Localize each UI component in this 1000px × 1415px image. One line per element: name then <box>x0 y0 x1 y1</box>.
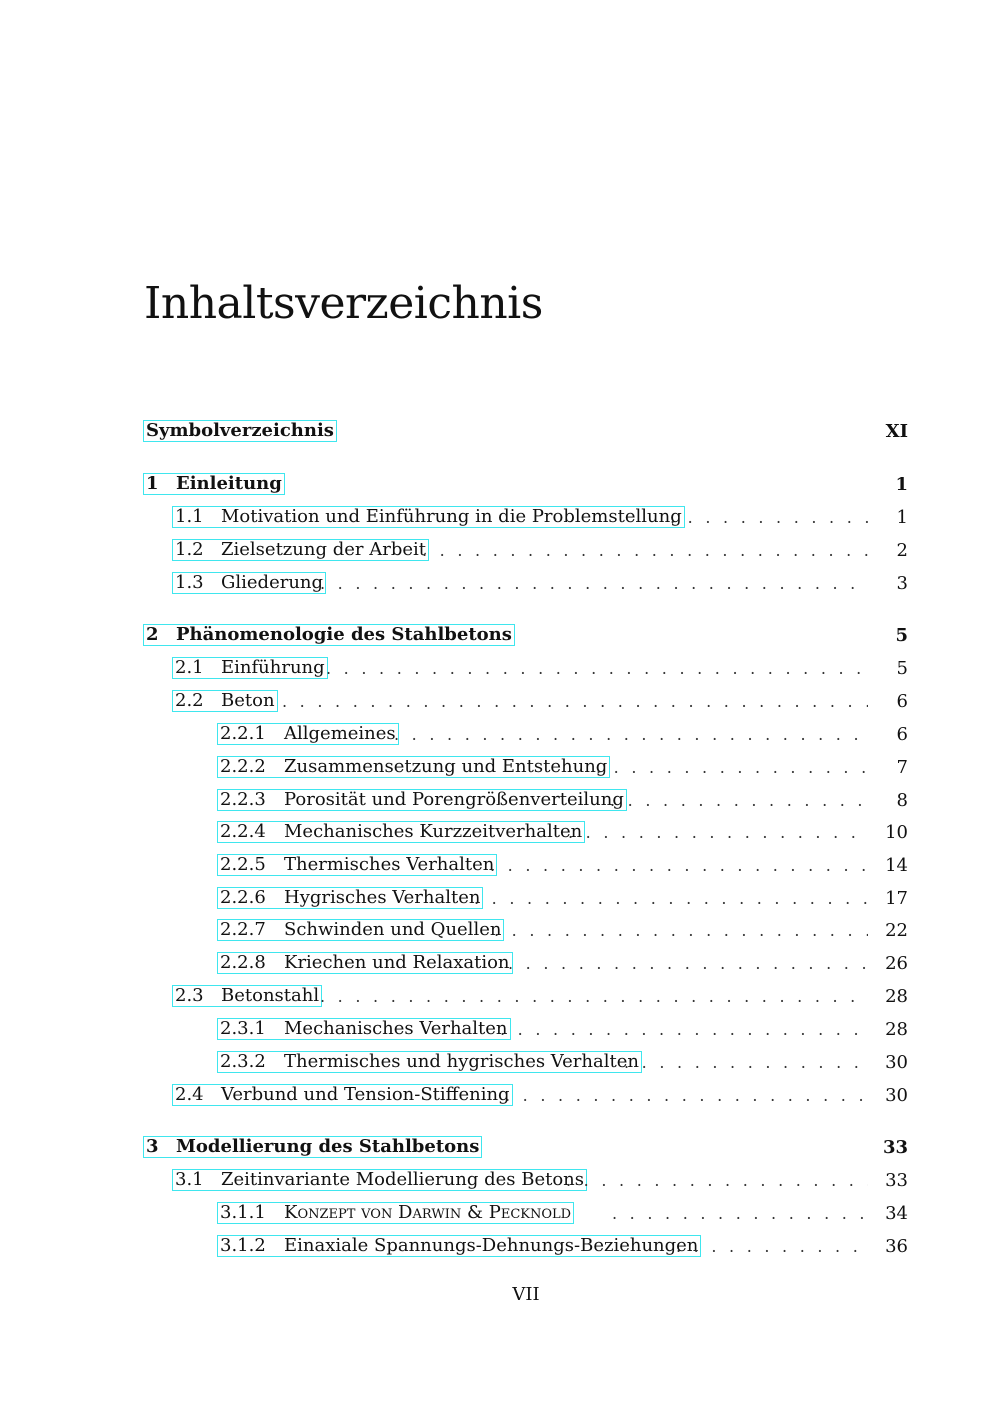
toc-entry-number: 2.1 <box>175 657 204 678</box>
toc-entry-title: Allgemeines <box>284 723 396 744</box>
toc-entry-number: 2.2.2 <box>220 756 266 777</box>
toc-entry-2-2-6 <box>0 884 1000 914</box>
toc-page-number: 28 <box>885 986 908 1007</box>
toc-entry-title: Zielsetzung der Arbeit <box>221 539 426 560</box>
toc-entry-number: 2.2.6 <box>220 887 266 908</box>
toc-entry-2-2 <box>0 687 1000 717</box>
toc-entry-number: 3.1.2 <box>220 1235 266 1256</box>
dot-leader <box>490 851 868 881</box>
page-footer-number: VII <box>512 1284 540 1305</box>
toc-entry-2-2-4 <box>0 818 1000 848</box>
toc-entry-title: Konzept von Darwin & Pecknold <box>284 1202 572 1223</box>
toc-entry-title: Thermisches Verhalten <box>284 854 495 875</box>
toc-entry-title: Einaxiale Spannungs-Dehnungs-Beziehungen <box>284 1235 699 1256</box>
toc-entry-number: 2.2 <box>175 690 204 711</box>
toc-entry-chapter-2 <box>0 621 1000 651</box>
toc-entry-3-1 <box>0 1166 1000 1196</box>
toc-page-number: 7 <box>896 757 908 778</box>
toc-entry-number: 2.4 <box>175 1084 204 1105</box>
toc-entry-2-3-1 <box>0 1015 1000 1045</box>
dot-leader <box>320 982 868 1012</box>
dot-leader <box>422 536 868 566</box>
toc-entry-title: Mechanisches Kurzzeitverhalten <box>284 821 583 842</box>
toc-link-1-3[interactable] <box>172 572 326 594</box>
toc-link-3-1[interactable] <box>172 1169 587 1191</box>
dot-leader <box>610 786 868 816</box>
toc-page-number: 14 <box>885 855 908 876</box>
toc-entry-number: 2.2.5 <box>220 854 266 875</box>
dot-leader <box>624 1048 868 1078</box>
toc-entry-title: Phänomenologie des Stahlbetons <box>176 624 512 645</box>
toc-entry-3-1-1 <box>0 1199 1000 1229</box>
toc-link-2-2-8[interactable] <box>217 952 513 974</box>
dot-leader <box>566 1166 868 1196</box>
toc-entry-number: 2.2.4 <box>220 821 266 842</box>
toc-page-number: 1 <box>895 474 908 495</box>
toc-link-2-2-7[interactable] <box>217 919 504 941</box>
toc-entry-2-2-7 <box>0 916 1000 946</box>
toc-page-number: 1 <box>896 507 908 528</box>
toc-link-2-2-5[interactable] <box>217 854 497 876</box>
toc-link-2-1[interactable] <box>172 657 328 679</box>
toc-link-2-2-1[interactable] <box>217 723 399 745</box>
toc-entry-number: 2.3 <box>175 985 204 1006</box>
toc-page-number: 8 <box>896 790 908 811</box>
toc-entry-chapter-3 <box>0 1133 1000 1163</box>
toc-entry-2-2-3 <box>0 786 1000 816</box>
toc-entry-2-3-2 <box>0 1048 1000 1078</box>
toc-entry-number: 3.1.1 <box>220 1202 266 1223</box>
dot-leader <box>394 720 868 750</box>
dot-leader <box>676 1232 868 1262</box>
toc-entry-2-3 <box>0 982 1000 1012</box>
toc-entry-title: Zeitinvariante Modellierung des Betons <box>221 1169 585 1190</box>
dot-leader <box>494 916 868 946</box>
toc-entry-symbolverzeichnis <box>0 417 1000 447</box>
dot-leader <box>474 884 868 914</box>
toc-page-number: 5 <box>896 658 908 679</box>
toc-entry-number: 2.2.7 <box>220 919 266 940</box>
toc-entry-number: 1.2 <box>175 539 204 560</box>
toc-entry-1-2 <box>0 536 1000 566</box>
toc-entry-3-1-2 <box>0 1232 1000 1262</box>
toc-entry-2-4 <box>0 1081 1000 1111</box>
toc-page-number: 2 <box>896 540 908 561</box>
toc-page-number: 34 <box>885 1203 908 1224</box>
dot-leader <box>282 687 868 717</box>
toc-link-chapter-3[interactable] <box>143 1136 482 1158</box>
dot-leader <box>505 1081 868 1111</box>
toc-entry-number: 2.3.2 <box>220 1051 266 1072</box>
toc-link-2-2-6[interactable] <box>217 887 483 909</box>
toc-page-number: 33 <box>882 1137 908 1158</box>
toc-link-1-2[interactable] <box>172 539 429 561</box>
dot-leader <box>320 569 868 599</box>
toc-entry-number: 2.3.1 <box>220 1018 266 1039</box>
toc-page-number: 30 <box>885 1052 908 1073</box>
toc-entry-title: Verbund und Tension-Stiffening <box>221 1084 510 1105</box>
dot-leader <box>596 753 868 783</box>
dot-leader <box>568 818 868 848</box>
toc-page-number: 10 <box>885 822 908 843</box>
toc-entry-1-3 <box>0 569 1000 599</box>
page-title: Inhaltsverzeichnis <box>144 278 543 329</box>
toc-link-3-1-1[interactable] <box>217 1202 574 1224</box>
toc-page-number: 26 <box>885 953 908 974</box>
toc-entry-number: 2 <box>146 624 159 645</box>
toc-link-1-1[interactable] <box>172 506 685 528</box>
toc-entry-number: 3 <box>146 1136 159 1157</box>
toc-entry-number: 2.2.8 <box>220 952 266 973</box>
toc-entry-number: 2.2.1 <box>220 723 266 744</box>
toc-link-2-2-3[interactable] <box>217 789 627 811</box>
toc-link-2-3-2[interactable] <box>217 1051 642 1073</box>
dot-leader <box>670 503 868 533</box>
toc-entry-title: Symbolverzeichnis <box>146 420 334 441</box>
toc-link-symbolverzeichnis[interactable] <box>143 420 337 442</box>
toc-entry-title: Schwinden und Quellen <box>284 919 502 940</box>
toc-entry-title: Motivation und Einführung in die Problemstellung <box>221 506 682 527</box>
toc-entry-title: Beton <box>221 690 275 711</box>
toc-entry-title: Gliederung <box>221 572 324 593</box>
toc-page-number: 6 <box>896 691 908 712</box>
toc-page-number: 36 <box>885 1236 908 1257</box>
toc-link-3-1-2[interactable] <box>217 1235 701 1257</box>
toc-link-2-2-2[interactable] <box>217 756 610 778</box>
toc-entry-title: Modellierung des Stahlbetons <box>176 1136 480 1157</box>
toc-link-2-2[interactable] <box>172 690 278 712</box>
toc-page-number: 17 <box>885 888 908 909</box>
toc-link-2-4[interactable] <box>172 1084 513 1106</box>
toc-page-number: XI <box>885 421 908 442</box>
toc-link-chapter-1[interactable] <box>143 473 285 495</box>
toc-entry-number: 1 <box>146 473 159 494</box>
dot-leader <box>612 1199 868 1229</box>
toc-entry-title: Betonstahl <box>221 985 320 1006</box>
toc-link-2-2-4[interactable] <box>217 821 585 843</box>
toc-entry-2-2-5 <box>0 851 1000 881</box>
toc-page-number: 22 <box>885 920 908 941</box>
toc-page-number: 3 <box>896 573 908 594</box>
toc-page-number: 6 <box>896 724 908 745</box>
toc-entry-title: Einführung <box>221 657 325 678</box>
toc-page-number: 5 <box>895 625 908 646</box>
toc-entry-title: Hygrisches Verhalten <box>284 887 481 908</box>
toc-link-chapter-2[interactable] <box>143 624 515 646</box>
toc-entry-title: Thermisches und hygrisches Verhalten <box>284 1051 639 1072</box>
dot-leader <box>500 1015 868 1045</box>
toc-entry-2-2-1 <box>0 720 1000 750</box>
toc-entry-title: Porosität und Porengrößenverteilung <box>284 789 624 810</box>
toc-entry-1-1 <box>0 503 1000 533</box>
toc-entry-number: 2.2.3 <box>220 789 266 810</box>
toc-entry-number: 1.3 <box>175 572 204 593</box>
toc-entry-chapter-1 <box>0 470 1000 500</box>
dot-leader <box>508 949 868 979</box>
toc-page-number: 28 <box>885 1019 908 1040</box>
toc-entry-2-1 <box>0 654 1000 684</box>
toc-entry-number: 1.1 <box>175 506 204 527</box>
toc-entry-title: Kriechen und Relaxation <box>284 952 510 973</box>
toc-page-number: 30 <box>885 1085 908 1106</box>
dot-leader <box>326 654 868 684</box>
toc-entry-title: Einleitung <box>176 473 282 494</box>
toc-entry-2-2-8 <box>0 949 1000 979</box>
toc-entry-number: 3.1 <box>175 1169 204 1190</box>
toc-entry-title: Mechanisches Verhalten <box>284 1018 508 1039</box>
toc-entry-title: Zusammensetzung und Entstehung <box>284 756 608 777</box>
toc-link-2-3[interactable] <box>172 985 322 1007</box>
toc-page-number: 33 <box>885 1170 908 1191</box>
toc-link-2-3-1[interactable] <box>217 1018 511 1040</box>
toc-entry-2-2-2 <box>0 753 1000 783</box>
